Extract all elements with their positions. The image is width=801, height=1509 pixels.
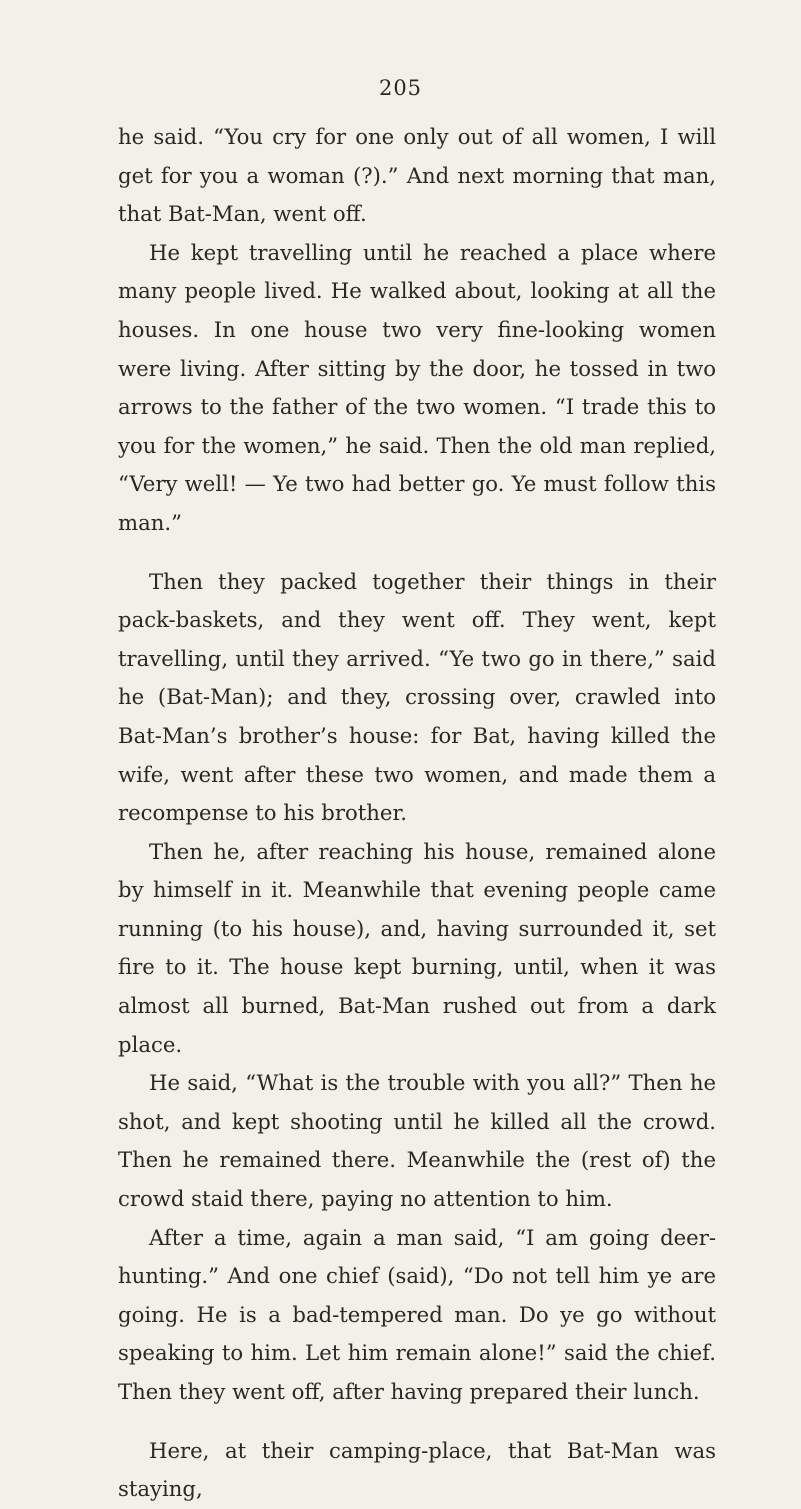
paragraph-travelling: He kept travelling until he reached a place where many people lived. He walked about, looking at all the houses. In one house two very fine-looking women were living. After sitting by the door, he tossed in two arrows to the father of the two women. “I trade this to you for the women,” he said. Then the old man replied, “Very well! — Ye two had better go. Ye must follow this man.”	[118, 239, 716, 535]
page-number: 205	[378, 76, 423, 100]
paragraph-shooting: He said, “What is the trouble with you all?” Then he shot, and kept shooting until he killed all the crowd. Then he remained there. Meanwhile the (rest of) the crowd staid there, paying no attention to him.	[118, 1070, 716, 1212]
body-text	[118, 118, 716, 1509]
paragraph-pack-baskets: Then they packed together their things in their pack-baskets, and they went off. They went, kept travelling, until they arrived. “Ye two go in there,” said he (Bat-Man); and they, crossing over, crawled into Bat-Man’s brother’s house: for Bat, having killed the wife, went after these two women, and made them a recompense to his brother.	[118, 568, 716, 826]
paragraph-continuation: he said. “You cry for one only out of all women, I will get for you a woman (?).” And next morning that man, that Bat-Man, went off.	[118, 124, 716, 227]
paragraph-deer-hunting: After a time, again a man said, “I am going deer-hunting.” And one chief (said), “Do not tell him ye are going. He is a bad-tempered man. Do ye go without speaking to him. Let him remain alone!” said the chief. Then they went off, after having prepared their lunch.	[118, 1224, 716, 1404]
paragraph-camping-place: Here, at their camping-place, that Bat-Man was staying,	[118, 1437, 716, 1502]
paragraph-fire: Then he, after reaching his house, remained alone by himself in it. Meanwhile that evening people came running (to his house), and, having surrounded it, set fire to it. The house kept burning, until, when it was almost all burned, Bat-Man rushed out from a dark place.	[118, 838, 716, 1057]
